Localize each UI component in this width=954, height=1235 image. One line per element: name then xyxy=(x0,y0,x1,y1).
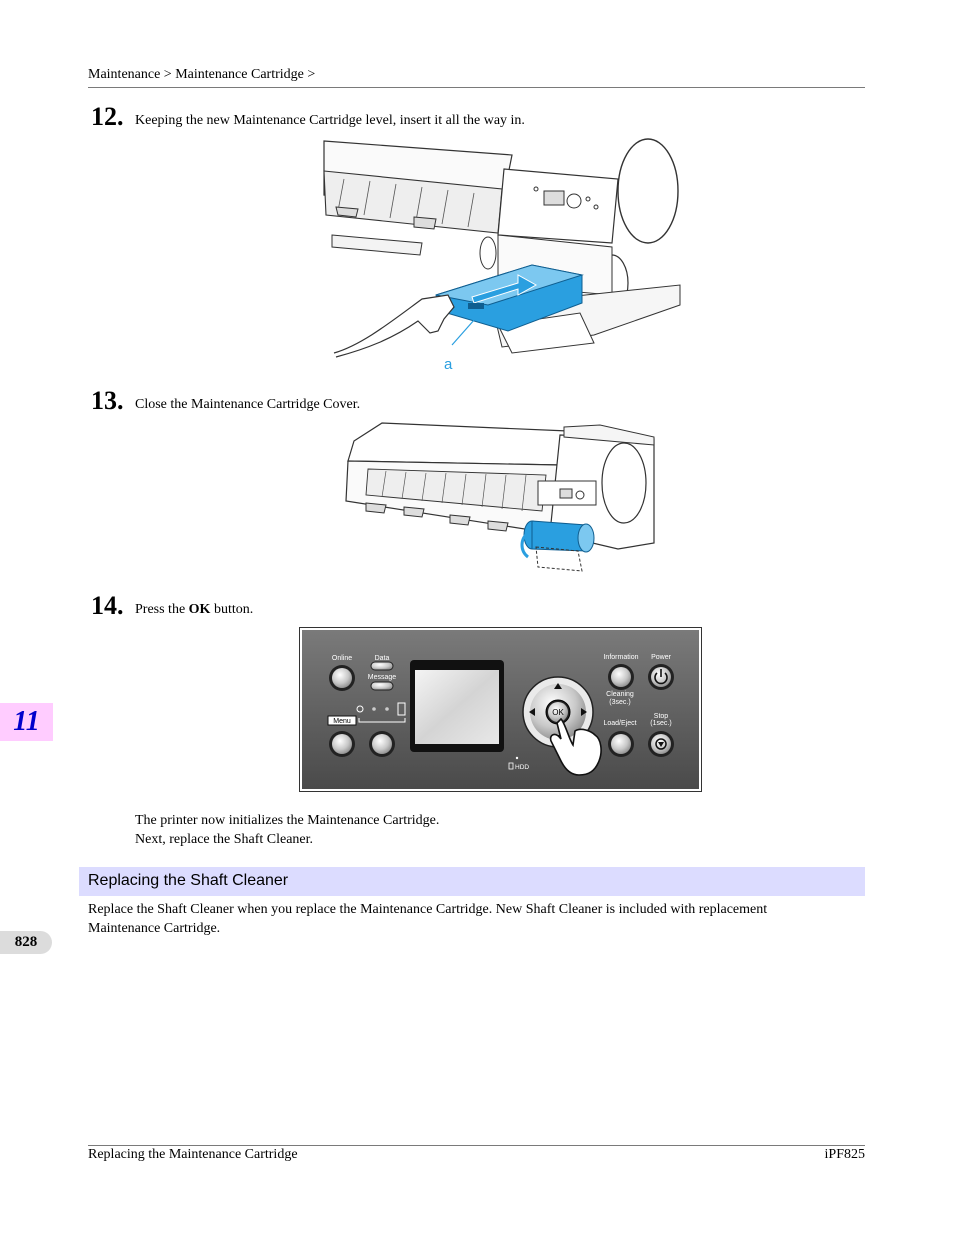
result-text: The printer now initializes the Maintenance Cartridge. xyxy=(135,813,440,828)
online-button[interactable] xyxy=(332,668,352,688)
cleaning-label: Cleaning xyxy=(606,691,634,698)
menu-button[interactable] xyxy=(332,734,352,754)
section-title: Replacing the Shaft Cleaner xyxy=(88,872,289,889)
cover-close-illustration xyxy=(342,421,660,577)
load-eject-label: Load/Eject xyxy=(603,720,637,727)
menu-label: Menu xyxy=(333,718,351,725)
step-14-text xyxy=(135,602,253,618)
step-14-ok-bold: OK xyxy=(188,602,211,617)
step-12-number: 12. xyxy=(91,102,124,131)
step-13-text: Close the Maintenance Cartridge Cover. xyxy=(135,397,361,412)
stop-sub-label: (1sec.) xyxy=(650,720,672,727)
power-label: Power xyxy=(651,654,671,661)
information-label: Information xyxy=(603,654,639,661)
page-number-tab: 828 xyxy=(0,931,52,954)
operation-panel-illustration xyxy=(299,627,702,792)
step-14-text-after: button. xyxy=(210,602,254,617)
footer-model-name: iPF825 xyxy=(824,1147,865,1162)
data-label: Data xyxy=(374,655,390,662)
section-body-line-2: Maintenance Cartridge. xyxy=(88,921,221,936)
information-button[interactable] xyxy=(611,667,631,687)
cartridge-insert-illustration xyxy=(322,135,682,373)
lcd-screen xyxy=(415,670,499,744)
footer-rule xyxy=(88,1145,865,1146)
step-14-number: 14. xyxy=(91,591,124,620)
message-label: Message xyxy=(367,674,397,681)
online-label: Online xyxy=(331,655,353,662)
hdd-label: HDD xyxy=(515,764,530,771)
ok-label: OK xyxy=(552,708,564,717)
chapter-tab[interactable]: 11 xyxy=(0,703,53,741)
header-rule xyxy=(88,87,865,88)
footer-chapter-title: Replacing the Maintenance Cartridge xyxy=(88,1147,298,1162)
stop-label: Stop xyxy=(653,713,669,720)
load-eject-button[interactable] xyxy=(611,734,631,754)
data-button[interactable] xyxy=(371,662,393,670)
section-body-line-1: Replace the Shaft Cleaner when you replace the Maintenance Cartridge. New Shaft Cleaner is included with replacement xyxy=(88,902,768,917)
back-button[interactable] xyxy=(372,734,392,754)
next-step-text: Next, replace the Shaft Cleaner. xyxy=(135,832,314,847)
step-14-text-before: Press the xyxy=(135,602,189,617)
cleaning-sub-label: (3sec.) xyxy=(609,699,631,706)
step-13-number: 13. xyxy=(91,386,124,415)
breadcrumb: Maintenance > Maintenance Cartridge > xyxy=(88,67,316,82)
step-12-text: Keeping the new Maintenance Cartridge level, insert it all the way in. xyxy=(135,113,525,128)
callout-label-a: a xyxy=(444,356,453,373)
message-button[interactable] xyxy=(371,682,393,690)
